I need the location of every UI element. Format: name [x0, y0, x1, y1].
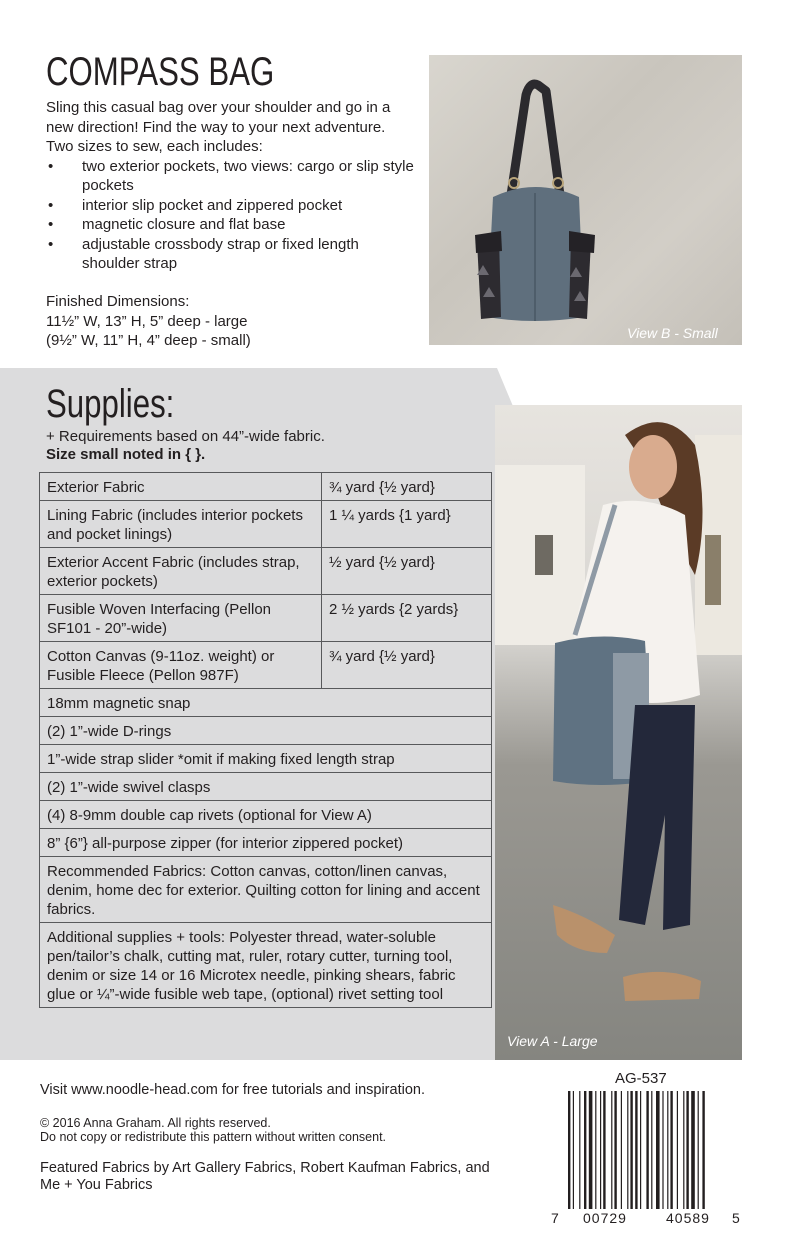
- finished-dimensions: [46, 292, 251, 351]
- dimensions-heading: Finished Dimensions:: [46, 293, 190, 310]
- table-row: [40, 642, 492, 689]
- barcode-bar: [579, 1091, 580, 1209]
- table-row: [40, 473, 492, 501]
- size-note: Size small noted in { }.: [46, 446, 206, 463]
- barcode-bar: [611, 1091, 612, 1209]
- barcode-bar: [670, 1091, 672, 1209]
- barcode-graphic: [566, 1091, 742, 1221]
- barcode-bar: [691, 1091, 695, 1209]
- barcode-bar: [621, 1091, 622, 1209]
- supplies-heading: Supplies:: [46, 382, 175, 426]
- barcode-bar: [573, 1091, 574, 1209]
- barcode-bar: [683, 1091, 684, 1209]
- supply-item: 8” {6”} all-purpose zipper (for interior zippered pocket): [40, 829, 492, 857]
- table-row: [40, 717, 492, 745]
- copyright-block: [40, 1116, 386, 1144]
- supply-item: (2) 1”-wide D-rings: [40, 717, 492, 745]
- dimensions-small: (9½” W, 11” H, 4” deep - small): [46, 332, 251, 349]
- feature-item: • adjustable crossbody strap or fixed length shoulder strap: [46, 235, 416, 274]
- barcode-bar: [630, 1091, 632, 1209]
- bag-illustration: [429, 55, 742, 345]
- barcode-bar: [667, 1091, 668, 1209]
- supply-item: Exterior Accent Fabric (includes strap, exterior pockets): [40, 548, 322, 595]
- supplies-table: [39, 472, 492, 1008]
- barcode-bar: [656, 1091, 660, 1209]
- intro-text: Sling this casual bag over your shoulder and go in a new direction! Find the way to your next adventure. Two sizes to sew, each includes:: [46, 99, 391, 155]
- feature-item: • interior slip pocket and zippered pocket: [46, 196, 416, 216]
- supply-quantity: ½ yard {½ yard}: [322, 548, 492, 595]
- view-b-caption: View B - Small: [627, 325, 718, 341]
- copy-notice: Do not copy or redistribute this pattern without written consent.: [40, 1130, 387, 1144]
- barcode-lead-digit: 7: [551, 1210, 559, 1226]
- page-title: COMPASS BAG: [46, 50, 275, 94]
- barcode-bar: [686, 1091, 688, 1209]
- barcode-bar: [568, 1091, 570, 1209]
- table-row: [40, 829, 492, 857]
- recommended-fabrics: Recommended Fabrics: Cotton canvas, cotton/linen canvas, denim, home dec for exterior. Quilting cotton for lining and accent fabrics.: [40, 857, 492, 923]
- supply-item: Exterior Fabric: [40, 473, 322, 501]
- barcode-bar: [600, 1091, 601, 1209]
- table-row: [40, 857, 492, 923]
- barcode-left-digits: 00729: [583, 1210, 627, 1226]
- barcode-bar: [635, 1091, 637, 1209]
- view-b-photo: [429, 55, 742, 345]
- table-row: [40, 745, 492, 773]
- barcode-bar: [614, 1091, 616, 1209]
- website-note: Visit www.noodle-head.com for free tutorials and inspiration.: [40, 1082, 425, 1098]
- supply-quantity: ¾ yard {½ yard}: [322, 473, 492, 501]
- barcode-bar: [589, 1091, 593, 1209]
- supply-item: Fusible Woven Interfacing (Pellon SF101 - 20”-wide): [40, 595, 322, 642]
- table-row: [40, 801, 492, 829]
- table-row: [40, 773, 492, 801]
- additional-supplies: Additional supplies + tools: Polyester thread, water-soluble pen/tailor’s chalk, cutting mat, ruler, rotary cutter, turning tool, denim or size 14 or 16 Microtex needle, pinking shears, fabric glue or ¼”-wide fusible web tape, (optional) rivet setting tool: [40, 923, 492, 1008]
- model-illustration: [495, 405, 742, 1060]
- barcode-right-digits: 40589: [666, 1210, 710, 1226]
- intro-section: [46, 98, 416, 274]
- table-row: [40, 689, 492, 717]
- dimensions-large: 11½” W, 13” H, 5” deep - large: [46, 312, 248, 330]
- requirement-note: + Requirements based on 44”-wide fabric.: [46, 428, 325, 445]
- barcode-bar: [702, 1091, 704, 1209]
- barcode-bar: [662, 1091, 663, 1209]
- featured-fabrics: Featured Fabrics by Art Gallery Fabrics, Robert Kaufman Fabrics, and Me + You Fabrics: [40, 1160, 490, 1193]
- barcode-bar: [677, 1091, 678, 1209]
- supply-item: 1”-wide strap slider *omit if making fixed length strap: [40, 745, 492, 773]
- table-row: [40, 595, 492, 642]
- supply-quantity: 1 ¼ yards {1 yard}: [322, 501, 492, 548]
- sku-code: AG-537: [615, 1070, 667, 1087]
- barcode-bar: [584, 1091, 586, 1209]
- barcode-bar: [595, 1091, 596, 1209]
- view-a-caption: View A - Large: [507, 1033, 598, 1049]
- feature-list: [46, 157, 416, 274]
- feature-item: • magnetic closure and flat base: [46, 215, 416, 235]
- barcode-bar: [698, 1091, 699, 1209]
- supply-item: 18mm magnetic snap: [40, 689, 492, 717]
- barcode-bar: [603, 1091, 605, 1209]
- copyright-text: © 2016 Anna Graham. All rights reserved.: [40, 1116, 271, 1130]
- supply-quantity: ¾ yard {½ yard}: [322, 642, 492, 689]
- supply-quantity: 2 ½ yards {2 yards}: [322, 595, 492, 642]
- supply-item: Cotton Canvas (9-11oz. weight) or Fusible Fleece (Pellon 987F): [40, 642, 322, 689]
- barcode-bar: [640, 1091, 641, 1209]
- barcode-check-digit: 5: [732, 1210, 740, 1226]
- supply-item: Lining Fabric (includes interior pockets and pocket linings): [40, 501, 322, 548]
- supply-item: (4) 8-9mm double cap rivets (optional for View A): [40, 801, 492, 829]
- feature-item: • two exterior pockets, two views: cargo or slip style pockets: [46, 157, 416, 196]
- barcode-bar: [627, 1091, 628, 1209]
- barcode-bar: [651, 1091, 652, 1209]
- supply-item: (2) 1”-wide swivel clasps: [40, 773, 492, 801]
- view-a-photo: [495, 405, 742, 1060]
- barcode-bar: [646, 1091, 648, 1209]
- table-row: [40, 548, 492, 595]
- table-row: [40, 923, 492, 1008]
- table-row: [40, 501, 492, 548]
